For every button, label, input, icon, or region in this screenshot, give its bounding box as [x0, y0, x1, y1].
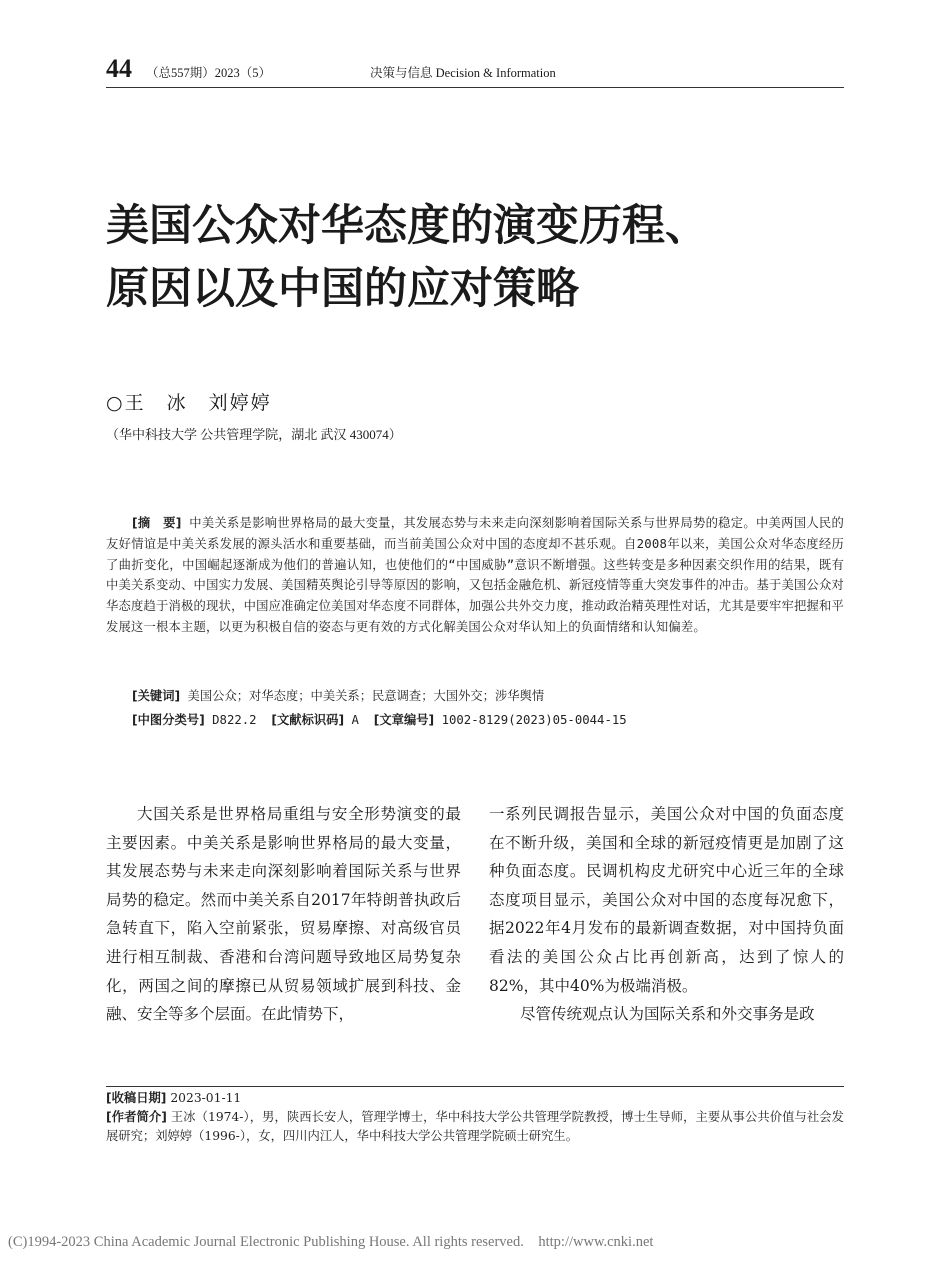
- body-column-left: [106, 800, 461, 1029]
- issue-info: （总557期）2023（5）: [146, 66, 272, 80]
- body-paragraph: 大国关系是世界格局重组与安全形势演变的最主要因素。中美关系是影响世界格局的最大变量，其发展态势与未来走向深刻影响着国际关系与世界局势的稳定。然而中美关系自2017年特朗普执政后急转直下，陷入空前紧张，贸易摩擦、对高级官员进行相互制裁、香港和台湾问题导致地区局势复杂化，两国之间的摩擦已从贸易领域扩展到科技、金融、安全等多个层面。在此情势下，: [106, 805, 461, 1024]
- doc-code-value: A: [351, 713, 359, 727]
- article-number-value: 1002-8129(2023)05-0044-15: [441, 713, 627, 727]
- article-number-label: [文章编号]: [373, 713, 435, 727]
- journal-name: 决策与信息 Decision & Information: [370, 66, 556, 80]
- body-paragraph: 尽管传统观点认为国际关系和外交事务是政: [520, 1005, 815, 1024]
- footnote-rule: [106, 1086, 844, 1087]
- affiliation: （华中科技大学 公共管理学院，湖北 武汉 430074）: [106, 427, 402, 442]
- header-rule: [106, 87, 844, 88]
- keywords-text: 美国公众；对华态度；中美关系；民意调查；大国外交；涉华舆情: [187, 689, 545, 703]
- page-number: 44: [106, 54, 132, 83]
- abstract-text: 中美关系是影响世界格局的最大变量，其发展态势与未来走向深刻影响着国际关系与世界局势的稳定。中美两国人民的友好情谊是中美关系发展的源头活水和重要基础，而当前美国公众对中国的态度却不甚乐观。自2008年以来，美国公众对华态度经历了曲折变化，中国崛起逐渐成为他们的普遍认知，也使他们的“中国威胁”意识不断增强。这些转变是多种因素交织作用的结果，既有中美关系变动、中国实力发展、美国精英舆论引导等原因的影响，又包括金融危机、新冠疫情等重大突发事件的冲击。基于美国公众对华态度趋于消极的现状，中国应准确定位美国对华态度不同群体，加强公共外交力度，推动政治精英理性对话，尤其是要牢牢把握和平发展这一根本主题，以更为积极自信的姿态与更有效的方式化解美国公众对华认知上的负面情绪和认知偏差。: [106, 516, 844, 634]
- body-column-right: [489, 800, 844, 1029]
- authors: ○王 冰 刘婷婷: [106, 392, 272, 414]
- clc-value: D822.2: [212, 713, 257, 727]
- keywords-label: [关键词]: [132, 689, 181, 703]
- footnote: [106, 1089, 844, 1146]
- article-title-line-1: 美国公众对华态度的演变历程、: [106, 201, 708, 251]
- body-paragraph-continued: 一系列民调报告显示，美国公众对中国的负面态度在不断升级，美国和全球的新冠疫情更是加剧了这种负面态度。民调机构皮尤研究中心近三年的全球态度项目显示，美国公众对中国的态度每况愈下，据2022年4月发布的最新调查数据，对中国持负面看法的美国公众占比再创新高，达到了惊人的82%，其中40%为极端消极。: [489, 805, 844, 995]
- received-date: 2023-01-11: [170, 1091, 242, 1105]
- received-label: [收稿日期]: [106, 1091, 167, 1105]
- abstract-label: [摘 要]: [132, 516, 182, 530]
- classification-line: [132, 710, 627, 728]
- doc-code-label: [文献标识码]: [271, 713, 345, 727]
- copyright-notice: (C)1994-2023 China Academic Journal Electronic Publishing House. All rights reserved. http://www.cnki.net: [8, 1234, 654, 1250]
- author-bio-label: [作者简介]: [106, 1110, 167, 1124]
- clc-label: [中图分类号]: [132, 713, 205, 727]
- abstract: [106, 513, 844, 638]
- keywords: [132, 686, 544, 704]
- author-bio: 王冰（1974-），男，陕西长安人，管理学博士，华中科技大学公共管理学院教授，博士生导师，主要从事公共价值与社会发展研究；刘婷婷（1996-），女，四川内江人，华中科技大学公共管理学院硕士研究生。: [106, 1110, 844, 1143]
- article-title-line-2: 原因以及中国的应对策略: [106, 264, 579, 314]
